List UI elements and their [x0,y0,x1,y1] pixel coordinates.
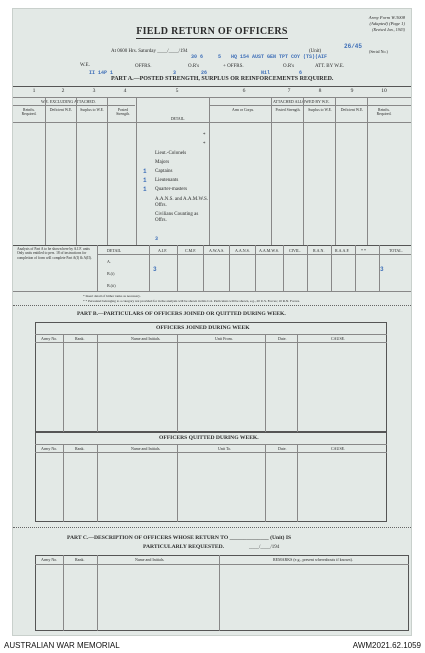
col-header: Reinfts. Required. [21,108,37,116]
col-number: 3 [92,88,96,94]
unit-typed: HQ 154 AUST GEN TPT COY (TS)(AIF [231,54,328,60]
we-label: W.E. [80,63,90,68]
analysis-row: B.(ii) [107,283,116,288]
part-c-table [35,555,409,631]
rule [35,334,387,335]
col-header: Name and Initials. [131,336,161,341]
col-header: Arm or Corps. [231,108,255,112]
col-divider [177,334,178,432]
asterisk: * [203,142,206,147]
rule [35,342,387,343]
col-divider [107,97,108,245]
analysis-header: R.A.N. [313,248,325,253]
col-divider [97,245,98,291]
footnote: * Insert detail of hither ranks as necessary. [83,294,141,298]
col-divider [271,97,272,245]
rule [35,452,387,453]
analysis-header: A.A.M.W.S. [259,248,279,253]
rule [13,245,412,246]
rank-label: Lieut.-Colonels [155,151,187,156]
rank-label: Captains [155,169,173,174]
att-label: ATT. BY W.E. [315,64,345,69]
col-number: 1 [32,88,36,94]
analysis-header: CIVIL. [289,248,301,253]
col-header: Deficient W.E. [340,108,364,112]
col-divider [97,444,98,522]
col-header: Deficient W.E. [49,108,73,112]
rule [13,291,412,292]
col-divider [45,97,46,245]
rank-label: A.A.N.S. and A.A.M.W.S. Offrs. [155,197,209,208]
col-header: Posted Strength. [116,108,130,116]
analysis-note: Analysis of Part A to be shown here by A.I.F. units Only units entitled to pers. 18 of instructions for completion of form will complete Part A(I) & A(II). [17,247,92,260]
col-divider [97,334,98,432]
col-divider [331,245,332,291]
rank-label: Quarter-masters [155,187,188,192]
col-number: 7 [287,88,291,94]
col-divider [255,245,256,291]
analysis-header: C.M.F. [185,248,197,253]
col-divider [229,245,230,291]
rule [13,86,412,87]
plus-offrs-label: + OFFRS. [223,64,244,69]
col-header: Rank. [75,446,85,451]
form-sheet [12,8,412,636]
col-divider [76,97,77,245]
army-form-label: Army Form W.3008 [368,15,405,20]
col-number: 10 [381,88,387,94]
analysis-header: A.I.F. [158,248,168,253]
aif-value: 3 [153,266,157,273]
col-header: Rank. [75,557,85,562]
rule [13,122,412,123]
part-c-title: PART C.—DESCRIPTION OF OFFICERS WHOSE RETURN TO ______________ (Unit) IS [67,535,292,541]
analysis-row: A. [107,259,111,264]
col-divider [149,245,150,291]
part-b-title: PART B.—PARTICULARS OF OFFICERS JOINED OR QUITTED DURING WEEK. [77,311,286,317]
detail-header: DETAIL. [170,117,186,121]
col-divider [203,245,204,291]
col-header: Unit To. [218,446,232,451]
analysis-header: A.A.N.S. [235,248,250,253]
rank-label: Lieutenants [155,178,179,183]
ors-typed: 26 [201,70,208,76]
col-number: 9 [350,88,354,94]
rule [13,97,412,98]
col-header: Surplus to W.E. [80,108,104,112]
rank-label: Majors [155,160,170,165]
year-typed: 5 [218,54,222,60]
col-header: CAUSE. [331,336,346,341]
ors2-label: O.R's [283,64,295,69]
col-number: 2 [61,88,65,94]
col-divider [307,245,308,291]
analysis-header: * * [361,248,366,253]
revised-label: (Revised Jan., 1943) [372,27,405,32]
col-header: Army No. [41,336,58,341]
perforation [13,305,412,306]
perforation [13,527,412,528]
col-header: CAUSE. [331,446,346,451]
at-line: At 0600 Hrs. Saturday ____/____/194 [111,49,188,54]
col-header: Date. [278,446,287,451]
col-divider [63,555,64,631]
col-divider [209,97,210,245]
analysis-header: A.W.A.S. [209,248,225,253]
col-header: Unit From. [215,336,233,341]
col-divider [265,334,266,432]
col-number: 6 [242,88,246,94]
rule [35,564,409,565]
quartermasters-posted: 1 [143,186,147,193]
date-typed: 30 6 [191,54,204,60]
offrs-label: OFFRS. [135,64,152,69]
adapted-label: (Adapted) (Page 1) [369,21,405,26]
rule [13,105,135,106]
analysis-row: B.(i) [107,271,115,276]
col-header: Army No. [41,557,58,562]
col-header: Posted Strength. [275,108,301,112]
col-divider [63,444,64,522]
attached-header: ATTACHED ALLOWED BY W.E. [273,99,330,104]
col-header: Surplus to W.E. [308,108,332,112]
excluding-header: W.E. EXCLUDING ATTACHED. [41,99,96,104]
col-divider [97,555,98,631]
rule [35,444,387,445]
col-divider [177,444,178,522]
col-header: REMARKS (e.g., present whereabouts if known). [273,557,353,562]
unit-label: (Unit) [309,49,322,54]
part-c-date: ____/____/194 [249,545,280,550]
joined-title: OFFICERS JOINED DURING WEEK [156,325,250,331]
footer-source: AUSTRALIAN WAR MEMORIAL [4,641,120,650]
col-divider [283,245,284,291]
footnote: * * Personnel belonging to a category not provided for in the analysis will be shown in this Col. Particulars will be shown, e.g., 20 U.S. Forces; 10 R.N. Forces. [83,299,300,303]
col-divider [177,245,178,291]
col-divider [355,245,356,291]
captains-posted: 1 [143,168,147,175]
col-header: Name and Initials. [135,557,165,562]
rank-label: Civilians Counting as Offrs. [155,212,199,223]
col-divider [297,334,298,432]
col-header: Date. [278,336,287,341]
offrs-typed: 3 [173,70,177,76]
col-divider [219,555,220,631]
rule [209,105,412,106]
col-number: 4 [123,88,127,94]
aif-top-value: 3 [155,236,159,242]
serial-label: (Serial No.) [369,49,388,54]
col-divider [367,97,368,245]
analysis-header: DETAIL [107,248,122,253]
we-typed: II 14P 1 [89,70,114,76]
quitted-title: OFFICERS QUITTED DURING WEEK. [159,435,259,441]
part-a-title: PART A.—POSTED STRENGTH, SURPLUS OR REINFORCEMENTS REQUIRED. [111,76,334,82]
col-header: Rank. [75,336,85,341]
analysis-header: TOTAL. [389,248,403,253]
col-divider [265,444,266,522]
col-header: Name and Initials. [131,446,161,451]
col-divider [335,97,336,245]
col-divider [63,334,64,432]
part-c-title2: PARTICULARLY REQUESTED. [143,544,225,550]
serial-value: 26/45 [344,43,363,50]
ors2-typed: 6 [299,70,303,76]
lieutenants-posted: 1 [143,177,147,184]
col-divider [303,97,304,245]
form-title: FIELD RETURN OF OFFICERS [136,26,288,37]
col-divider [136,97,137,245]
ors-label: O.R's [188,64,200,69]
col-number: 5 [175,88,179,94]
col-divider [297,444,298,522]
col-divider [379,245,380,291]
col-header: Reinfts. Required. [376,108,392,116]
col-header: Army No. [41,446,58,451]
asterisk: * [203,133,206,138]
analysis-header: R.A.A.F. [335,248,350,253]
plus-offrs-typed: Nil [261,70,271,76]
total-value: 3 [380,266,384,273]
col-number: 8 [318,88,322,94]
footer-accession: AWM2021.62.1059 [352,641,421,650]
